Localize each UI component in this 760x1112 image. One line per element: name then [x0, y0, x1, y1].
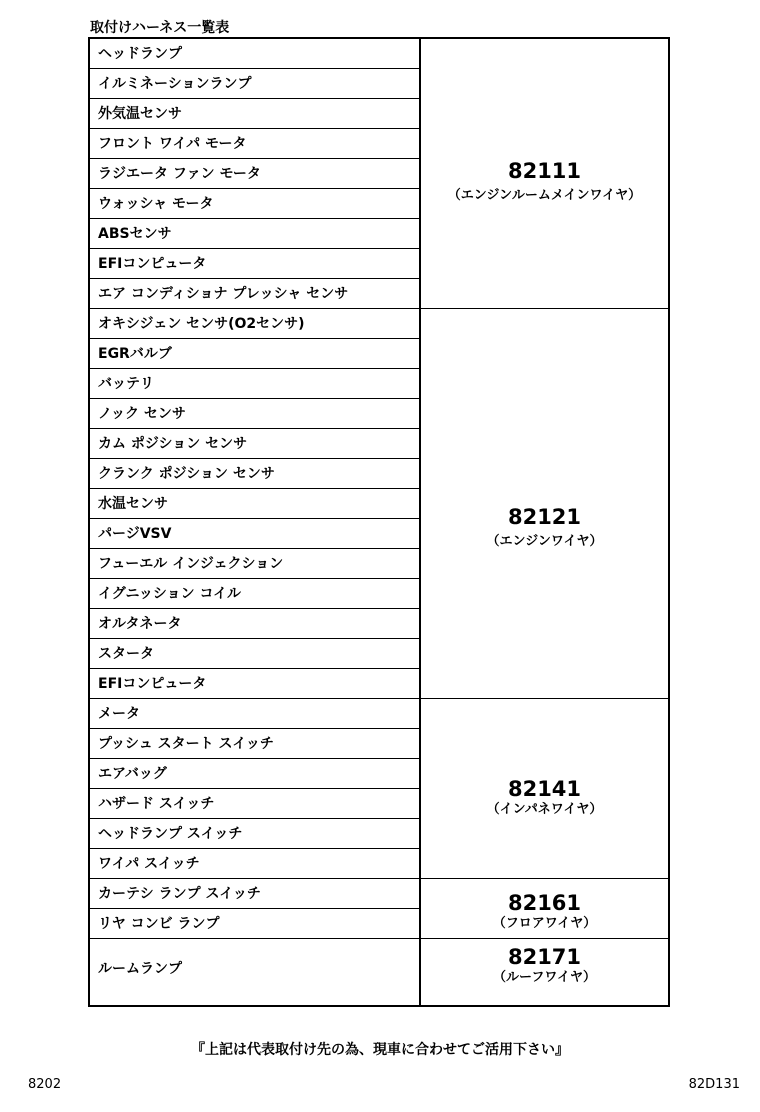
- table-row: EFIコンピュータ: [90, 669, 419, 699]
- table-row: プッシュ スタート スイッチ: [90, 729, 419, 759]
- table-row: オキシジェン センサ(O2センサ): [90, 309, 419, 339]
- table-row: EFIコンピュータ: [90, 249, 419, 279]
- wire-group-82111: [421, 39, 668, 309]
- table-row: ノック センサ: [90, 399, 419, 429]
- table-row: EGRバルブ: [90, 339, 419, 369]
- harness-code: 82161: [507, 891, 582, 915]
- table-row: カム ポジション センサ: [90, 429, 419, 459]
- table-row: バッテリ: [90, 369, 419, 399]
- table-row: パージVSV: [90, 519, 419, 549]
- page-number-right: 82D131: [688, 1077, 740, 1092]
- wire-group-82141: [421, 699, 668, 879]
- table-row: ヘッドランプ スイッチ: [90, 819, 419, 849]
- table-row: 外気温センサ: [90, 99, 419, 129]
- table-row: ABSセンサ: [90, 219, 419, 249]
- usage-note: 『上記は代表取付け先の為、現車に合わせてご活用下さい』: [191, 1042, 569, 1058]
- harness-wire-name: （エンジンワイヤ）: [486, 534, 603, 549]
- table-row: オルタネータ: [90, 609, 419, 639]
- table-row: エア コンディショナ プレッシャ センサ: [90, 279, 419, 309]
- component-column: [90, 39, 421, 1005]
- wire-group-82171: [421, 939, 668, 1005]
- table-row: ヘッドランプ: [90, 39, 419, 69]
- table-row: エアバッグ: [90, 759, 419, 789]
- harness-table: [88, 37, 670, 1007]
- harness-wire-name: （ルーフワイヤ）: [493, 970, 596, 985]
- page-title: 取付けハーネス一覧表: [90, 20, 230, 36]
- table-row: ルームランプ: [98, 961, 182, 977]
- table-row: クランク ポジション センサ: [90, 459, 419, 489]
- table-row: フロント ワイパ モータ: [90, 129, 419, 159]
- table-row: イグニッション コイル: [90, 579, 419, 609]
- harness-code: 82141: [507, 777, 582, 801]
- page-number-left: 8202: [28, 1077, 62, 1092]
- table-row: リヤ コンビ ランプ: [90, 909, 419, 939]
- table-row: ワイパ スイッチ: [90, 849, 419, 879]
- wire-group-82121: [421, 309, 668, 699]
- table-row: フューエル インジェクション: [90, 549, 419, 579]
- table-row: 水温センサ: [90, 489, 419, 519]
- harness-wire-name: （インパネワイヤ）: [486, 802, 603, 817]
- table-row: ハザード スイッチ: [90, 789, 419, 819]
- table-row: メータ: [90, 699, 419, 729]
- table-row: スタータ: [90, 639, 419, 669]
- harness-code: 82111: [507, 159, 582, 183]
- table-row: カーテシ ランプ スイッチ: [90, 879, 419, 909]
- harness-wire-name: （エンジンルームメインワイヤ）: [447, 188, 642, 203]
- harness-wire-name: （フロアワイヤ）: [492, 916, 597, 931]
- harness-code: 82171: [507, 945, 582, 969]
- table-row: イルミネーションランプ: [90, 69, 419, 99]
- table-row: ウォッシャ モータ: [90, 189, 419, 219]
- wire-group-82161: [421, 879, 668, 939]
- table-row: ラジエータ ファン モータ: [90, 159, 419, 189]
- harness-code: 82121: [507, 505, 582, 529]
